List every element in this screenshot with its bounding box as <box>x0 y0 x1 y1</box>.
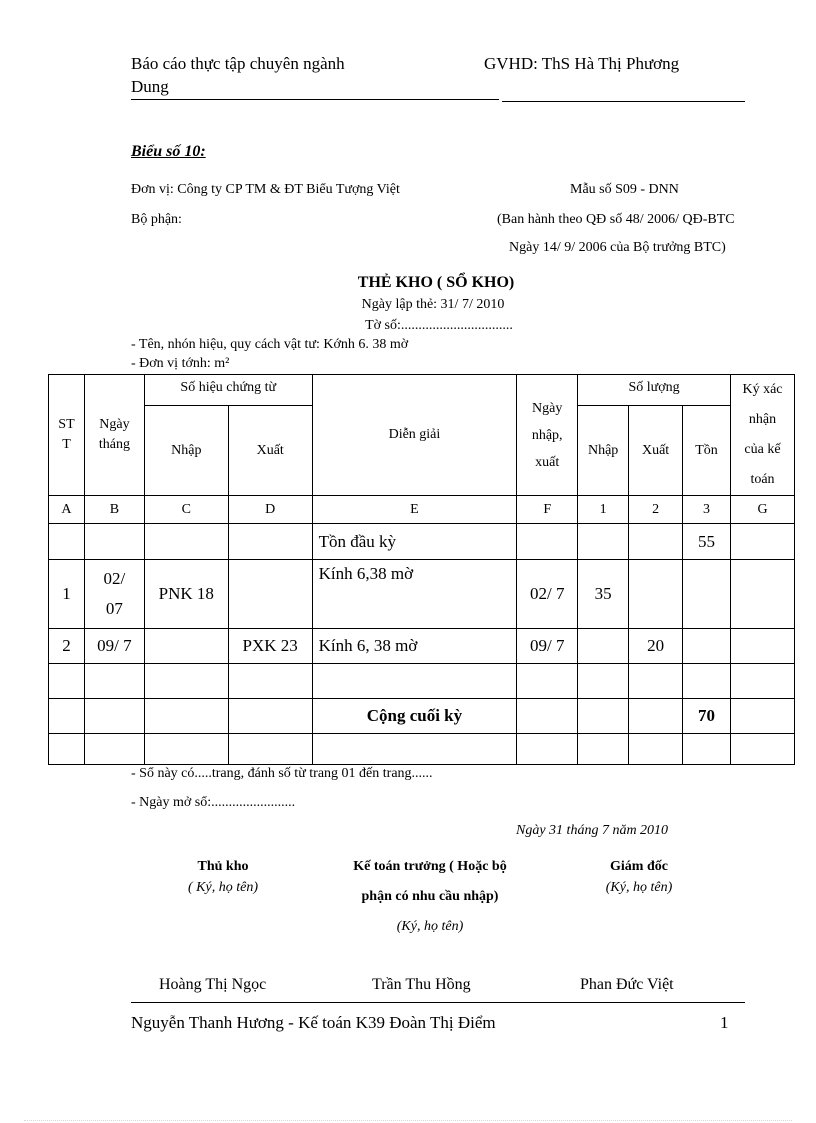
cell-qty-in <box>578 734 629 765</box>
cell-qty-out <box>629 524 683 560</box>
keeper-title: Thủ kho <box>197 859 249 874</box>
cell-import <box>144 734 228 765</box>
note-pages: - Sổ này có.....trang, đánh số từ trang 01 đến trang...... <box>131 766 433 781</box>
header-right: GVHD: ThS Hà Thị Phương <box>484 54 680 73</box>
code-3: 3 <box>683 496 731 524</box>
material-unit: - Đơn vị tớnh: m² <box>131 356 230 371</box>
cell-io-date <box>517 734 578 765</box>
cell-qty-bal: 70 <box>683 699 731 734</box>
header-sign <box>731 375 795 496</box>
cell-stt <box>49 699 85 734</box>
cell-stt: 2 <box>49 629 85 664</box>
cell-stt: 1 <box>49 560 85 629</box>
header-date <box>84 375 144 496</box>
table-row <box>49 699 795 734</box>
chief-title: Kế toán trưởng ( Hoặc bộ <box>353 859 507 874</box>
header-left-line1: Báo cáo thực tập chuyên ngành <box>131 54 345 73</box>
header-qty-in: Nhập <box>578 406 629 496</box>
cell-qty-in <box>578 664 629 699</box>
cell-export <box>228 664 312 699</box>
table-row <box>49 734 795 765</box>
cell-desc <box>312 664 517 699</box>
code-e: E <box>312 496 517 524</box>
cell-date-line1: 02/ <box>103 569 126 588</box>
cell-qty-in: 35 <box>578 560 629 629</box>
header-qty-bal: Tồn <box>683 406 731 496</box>
code-b: B <box>84 496 144 524</box>
chief-name: Trần Thu Hồng <box>372 976 471 993</box>
code-c: C <box>144 496 228 524</box>
cell-sign <box>731 699 795 734</box>
cell-qty-bal <box>683 664 731 699</box>
director-name: Phan Đức Việt <box>580 976 674 993</box>
cell-stt <box>49 664 85 699</box>
card-title: THẺ KHO ( SỔ KHO) <box>357 274 515 291</box>
table-row <box>49 629 795 664</box>
cell-sign <box>731 664 795 699</box>
header-qty: Số lượng <box>578 375 731 406</box>
cell-desc: Kính 6, 38 mờ <box>312 629 517 664</box>
cell-export <box>228 699 312 734</box>
cell-io-date <box>517 699 578 734</box>
form-issued-line1: (Ban hành theo QĐ số 48/ 2006/ QĐ-BTC <box>497 212 735 227</box>
cell-desc <box>312 734 517 765</box>
cell-qty-out <box>629 734 683 765</box>
header-qty-out: Xuất <box>629 406 683 496</box>
header-stt <box>49 375 85 496</box>
cell-qty-bal <box>683 560 731 629</box>
cell-qty-out <box>629 664 683 699</box>
keeper-note: ( Ký, họ tên) <box>188 880 258 895</box>
header-stt-2: T <box>62 437 71 452</box>
cell-io-date: 09/ 7 <box>517 629 578 664</box>
cell-import <box>144 664 228 699</box>
cell-desc: Tồn đầu kỳ <box>312 524 517 560</box>
director-note: (Ký, họ tên) <box>605 880 673 895</box>
header-sign-1: Ký xác <box>742 382 783 397</box>
cell-date <box>84 734 144 765</box>
header-io-date-3: xuất <box>535 454 560 470</box>
cell-sign <box>731 734 795 765</box>
cell-import <box>144 699 228 734</box>
code-d: D <box>228 496 312 524</box>
cell-export <box>228 734 312 765</box>
code-2: 2 <box>629 496 683 524</box>
table-row <box>49 524 795 560</box>
form-label: Biểu số 10: <box>131 143 206 160</box>
cell-date <box>84 664 144 699</box>
cell-sign <box>731 629 795 664</box>
chief-title-2: phận có nhu cầu nhập) <box>361 889 499 904</box>
cell-qty-bal <box>683 734 731 765</box>
cell-export: PXK 23 <box>228 629 312 664</box>
cell-export <box>228 524 312 560</box>
form-template-no: Mẫu số S09 - DNN <box>570 182 679 197</box>
cell-io-date: 02/ 7 <box>517 560 578 629</box>
form-issued-line2: Ngày 14/ 9/ 2006 của Bộ trưởng BTC) <box>509 240 726 255</box>
cell-qty-bal: 55 <box>683 524 731 560</box>
header-date-2: tháng <box>98 437 130 452</box>
cell-date <box>84 560 144 629</box>
footer-page-number: 1 <box>720 1013 729 1032</box>
header-date-1: Ngày <box>99 417 130 432</box>
header-io-date-2: nhập, <box>531 427 563 443</box>
table-row <box>49 560 795 629</box>
cell-sign <box>731 560 795 629</box>
cell-qty-bal <box>683 629 731 664</box>
header-docs: Số hiệu chứng từ <box>144 375 312 406</box>
cell-date <box>84 699 144 734</box>
header-rule-right <box>502 101 745 102</box>
cell-date: 09/ 7 <box>84 629 144 664</box>
header-io-date <box>517 375 578 496</box>
stock-card-table <box>48 374 795 765</box>
keeper-name: Hoàng Thị Ngọc <box>159 976 267 993</box>
footer-rule <box>131 1002 745 1003</box>
header-io-date-1: Ngày <box>532 400 563 416</box>
note-open-date: - Ngày mở sổ:........................ <box>131 795 296 810</box>
cell-sign <box>731 524 795 560</box>
table-row <box>49 664 795 699</box>
cell-io-date <box>517 524 578 560</box>
material-name: - Tên, nhón hiệu, quy cách vật tư: Kớnh 6. 38 mờ <box>131 337 409 352</box>
header-desc: Diễn giải <box>312 375 517 496</box>
header-left-line2: Dung <box>131 77 169 96</box>
cell-qty-out <box>629 699 683 734</box>
sign-date: Ngày 31 tháng 7 năm 2010 <box>516 823 669 838</box>
cell-qty-in <box>578 629 629 664</box>
cell-import: PNK 18 <box>144 560 228 629</box>
code-a: A <box>49 496 85 524</box>
card-sheet-no: Tờ số:................................ <box>365 318 513 333</box>
code-f: F <box>517 496 578 524</box>
cell-import <box>144 629 228 664</box>
cell-stt <box>49 524 85 560</box>
form-unit: Đơn vị: Công ty CP TM & ĐT Biểu Tượng Việt <box>131 182 400 197</box>
chief-note: (Ký, họ tên) <box>396 919 464 934</box>
cell-qty-out: 20 <box>629 629 683 664</box>
cell-desc: Kính 6,38 mờ <box>312 560 517 629</box>
page-edge <box>24 1120 792 1121</box>
header-rule-left <box>131 99 499 100</box>
footer-text: Nguyễn Thanh Hương - Kế toán K39 Đoàn Thị Điểm <box>131 1013 496 1032</box>
header-export: Xuất <box>228 406 312 496</box>
cell-stt <box>49 734 85 765</box>
header-sign-2: nhận <box>748 412 777 427</box>
cell-desc: Cộng cuối kỳ <box>312 699 517 734</box>
cell-qty-in <box>578 524 629 560</box>
cell-import <box>144 524 228 560</box>
header-sign-3: của kế <box>744 442 781 457</box>
code-1: 1 <box>578 496 629 524</box>
card-date: Ngày lập thẻ: 31/ 7/ 2010 <box>361 297 505 312</box>
signature-names <box>131 972 745 994</box>
cell-io-date <box>517 664 578 699</box>
cell-date-line2: 07 <box>105 599 123 618</box>
director-title: Giám đốc <box>610 859 668 874</box>
header-import: Nhập <box>144 406 228 496</box>
cell-qty-out <box>629 560 683 629</box>
header-stt-1: ST <box>58 417 75 432</box>
cell-qty-in <box>578 699 629 734</box>
code-g: G <box>731 496 795 524</box>
cell-export <box>228 560 312 629</box>
header-sign-4: toán <box>750 472 775 487</box>
cell-date <box>84 524 144 560</box>
form-dept: Bộ phận: <box>131 212 182 227</box>
